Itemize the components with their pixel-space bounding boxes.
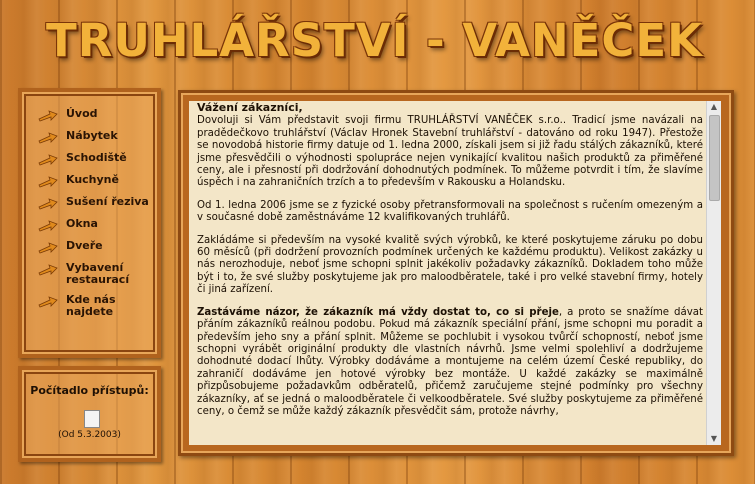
greeting: Vážení zákazníci, <box>197 101 303 114</box>
content-scroll-area[interactable] <box>189 101 721 445</box>
arrow-icon <box>38 242 58 254</box>
nav-item-label: Dveře <box>66 239 103 252</box>
vertical-scrollbar[interactable] <box>706 101 721 445</box>
paragraph-customer-bold: Zastáváme názor, že zákazník má vždy dostat to, co si přeje <box>197 306 559 318</box>
navigation-panel <box>18 88 161 358</box>
nav-item-kuchyne[interactable] <box>22 174 157 196</box>
nav-item-suseni-reziva[interactable] <box>22 196 157 218</box>
nav-item-okna[interactable] <box>22 218 157 240</box>
nav-item-dvere[interactable] <box>22 240 157 262</box>
nav-item-label: Kuchyně <box>66 173 119 186</box>
nav-item-label: Okna <box>66 217 98 230</box>
paragraph-quality: Zakládáme si především na vysoké kvalitě svých výrobků, ke které poskytujeme záruku po dobu 60 měsíců (při dodržení provozních podmínek určených ke každému produktu). Velikost zakázky u nás nerozhoduje, neboť jsme schopni splnit jakékoliv požadavky zákazníků. Dokladem toho může být i to, že své služby poskytujeme jak pro maloodběratele, také i pro velké stavební firmy, hotely či jiná zařízení. <box>197 234 703 296</box>
arrow-icon <box>38 154 58 166</box>
scroll-thumb[interactable] <box>709 115 720 201</box>
arrow-icon <box>38 296 58 308</box>
nav-item-nabytek[interactable] <box>22 130 157 152</box>
nav-item-label: Sušení řeziva <box>66 195 149 208</box>
content-text <box>197 102 703 428</box>
site-title: TRUHLÁŘSTVÍ - VANĚČEK <box>46 14 704 67</box>
counter-since-date: (Od 5.3.2003) <box>58 430 121 440</box>
paragraph-customer <box>197 307 703 419</box>
arrow-icon <box>38 110 58 122</box>
nav-item-label: Úvod <box>66 107 98 120</box>
header <box>0 0 755 84</box>
visit-counter-panel <box>18 366 161 462</box>
scroll-down-icon[interactable]: ▼ <box>710 434 718 443</box>
nav-item-label: Schodiště <box>66 151 127 164</box>
nav-item-label: Nábytek <box>66 129 118 142</box>
arrow-icon <box>38 264 58 276</box>
nav-item-uvod[interactable] <box>22 108 157 130</box>
nav-menu <box>22 108 157 326</box>
arrow-icon <box>38 220 58 232</box>
arrow-icon <box>38 176 58 188</box>
nav-item-label: Vybavení restaurací <box>66 261 130 286</box>
nav-item-kde-nas-najdete[interactable] <box>22 294 157 326</box>
scroll-up-icon[interactable]: ▲ <box>710 102 718 111</box>
paragraph-customer-rest: , a proto se snažíme dávat přáním zákazníků reálnou podobu. Pokud má zákazník speciální přání, jsme schopni mu poradit a především jeho sny a přání splnit. Můžeme se pochlubit i vysokou tvůrčí schopností, neboť jsme schopni vyrábět originální produkty dle vlastních návrhů. Jsme velmi spolehliví a dodržujeme dohodnuté dodací lhůty. Výrobky dodáváme a montujeme na celém území České republiky, do zahraničí dodáváme jen hotové výrobky bez montáže. U každé zakázky se maximálně přizpůsobujeme požadavkům odběratelů, přičemž zaručujeme stejné podmínky pro všechny zákazníky, ať se jedná o maloodběratele či velkoodběratele. Své služby poskytujeme za přiměřené ceny, o čemž se může každý zákazník přesvědčit sám, protože návrhy, <box>197 306 703 417</box>
arrow-icon <box>38 132 58 144</box>
paragraph-company: Od 1. ledna 2006 jsme se z fyzické osoby přetransformovali na společnost s ručením omezeným a v současné době zaměstnáváme 12 kvalifikovaných truhlářů. <box>197 199 703 224</box>
counter-image-icon <box>84 410 100 428</box>
content-frame <box>178 90 734 456</box>
nav-item-label: Kde nás najdete <box>66 293 116 318</box>
counter-title: Počítadlo přístupů: <box>30 384 149 397</box>
nav-item-schodiste[interactable] <box>22 152 157 174</box>
nav-item-vybaveni-restauraci[interactable] <box>22 262 157 294</box>
arrow-icon <box>38 198 58 210</box>
paragraph-history: Dovoluji si Vám představit svoji firmu TRUHLÁŘSTVÍ VANĚČEK s.r.o.. Tradicí jsme navázali na pradědečkovo truhlářství (Václav Hronek Stavební truhlářství - datováno od roku 1947). Přestože se novodobá historie firmy datuje od 1. ledna 2000, získali jsem si již řadu stálých zákazníků, které jsme přesvědčili o výhodnosti spolupráce nejen vynikající kvalitou našich produktů za přiměřené ceny, ale i přesností při dodržování dohodnutých podmínek. To můžeme potvrdit i tím, že slavíme úspěch i na zahraničních trzích a to především v Rakousku a Holandsku. <box>197 115 703 189</box>
